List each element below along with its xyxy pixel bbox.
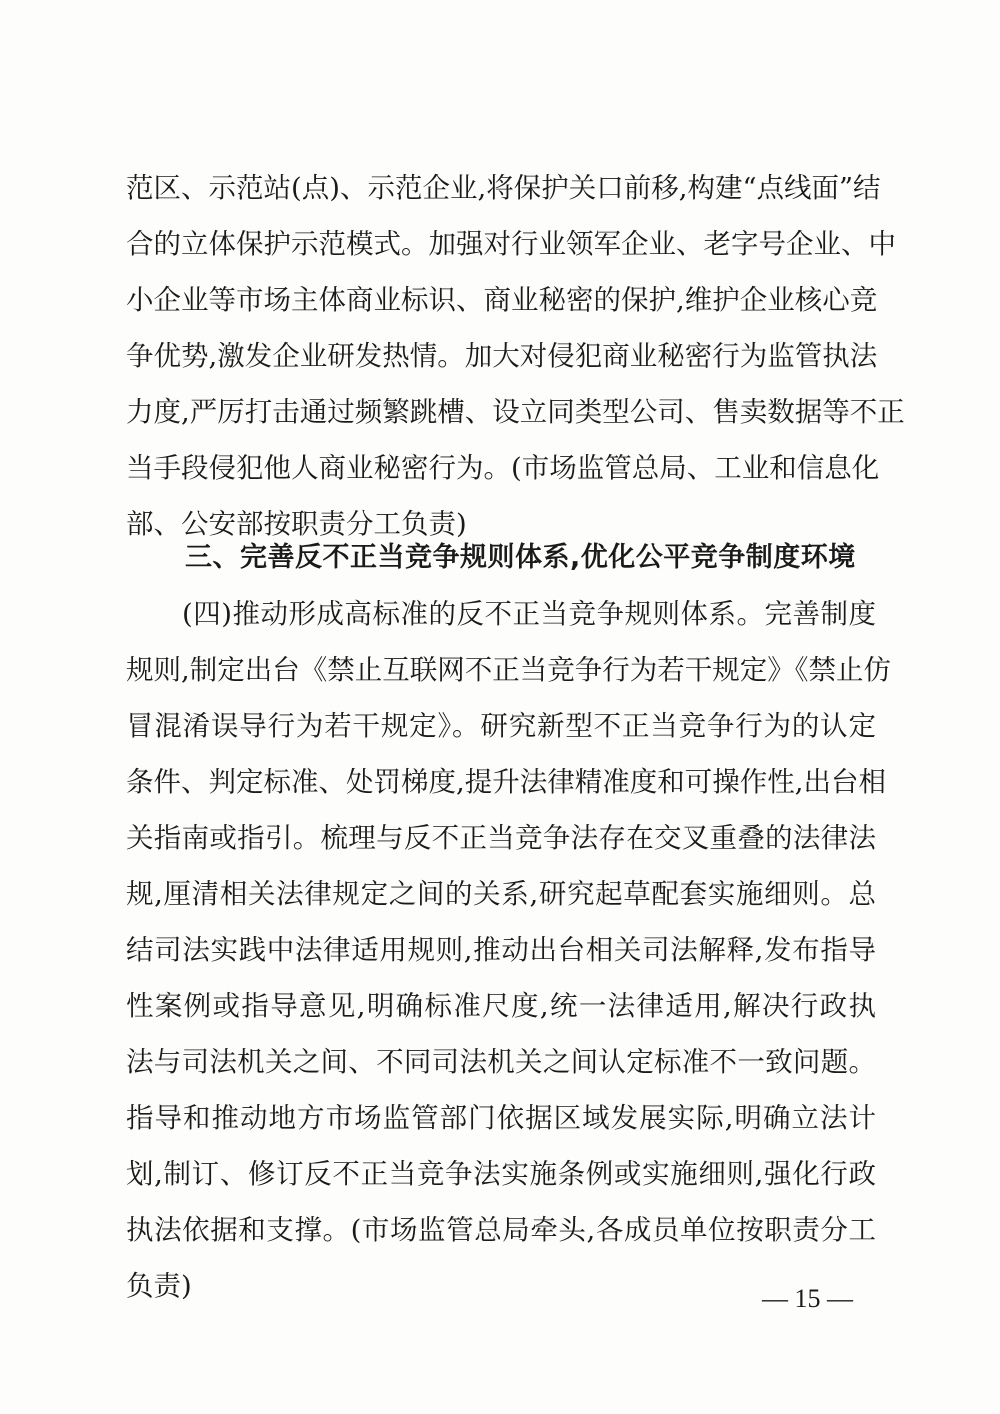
section-heading: 三、完善反不正当竞争规则体系,优化公平竞争制度环境 [185,542,856,573]
paragraph-line: 负责) [126,1270,192,1302]
paragraph-line: 范区、示范站(点)、示范企业,将保护关口前移,构建“点线面”结 [126,172,881,204]
paragraph-line: 规则,制定出台《禁止互联网不正当竞争行为若干规定》《禁止仿 [126,654,891,686]
paragraph-line: 指导和推动地方市场监管部门依据区域发展实际,明确立法计 [126,1102,876,1134]
paragraph-line: 小企业等市场主体商业标识、商业秘密的保护,维护企业核心竞 [126,284,878,316]
paragraph-line: 规,厘清相关法律规定之间的关系,研究起草配套实施细则。总 [126,878,876,910]
paragraph-line: 划,制订、修订反不正当竞争法实施条例或实施细则,强化行政 [126,1158,876,1190]
paragraph-line: 争优势,激发企业研发热情。加大对侵犯商业秘密行为监管执法 [126,340,878,372]
paragraph-line: (四)推动形成高标准的反不正当竞争规则体系。完善制度 [182,598,876,630]
paragraph-line: 结司法实践中法律适用规则,推动出台相关司法解释,发布指导 [126,934,876,966]
paragraph-line: 性案例或指导意见,明确标准尺度,统一法律适用,解决行政执 [126,990,876,1022]
paragraph-line: 执法依据和支撑。(市场监管总局牵头,各成员单位按职责分工 [126,1214,876,1246]
paragraph-line: 当手段侵犯他人商业秘密行为。(市场监管总局、工业和信息化 [126,452,880,484]
paragraph-line: 部、公安部按职责分工负责) [126,508,467,540]
paragraph-line: 合的立体保护示范模式。加强对行业领军企业、老字号企业、中 [126,228,896,260]
paragraph-line: 力度,严厉打击通过频繁跳槽、设立同类型公司、售卖数据等不正 [126,396,905,428]
paragraph-line: 条件、判定标准、处罚梯度,提升法律精准度和可操作性,出台相 [126,766,886,798]
page-number: — 15 — [762,1284,853,1313]
paragraph-line: 法与司法机关之间、不同司法机关之间认定标准不一致问题。 [126,1046,876,1078]
paragraph-line: 冒混淆误导行为若干规定》。研究新型不正当竞争行为的认定 [126,710,876,742]
paragraph-line: 关指南或指引。梳理与反不正当竞争法存在交叉重叠的法律法 [126,822,876,854]
